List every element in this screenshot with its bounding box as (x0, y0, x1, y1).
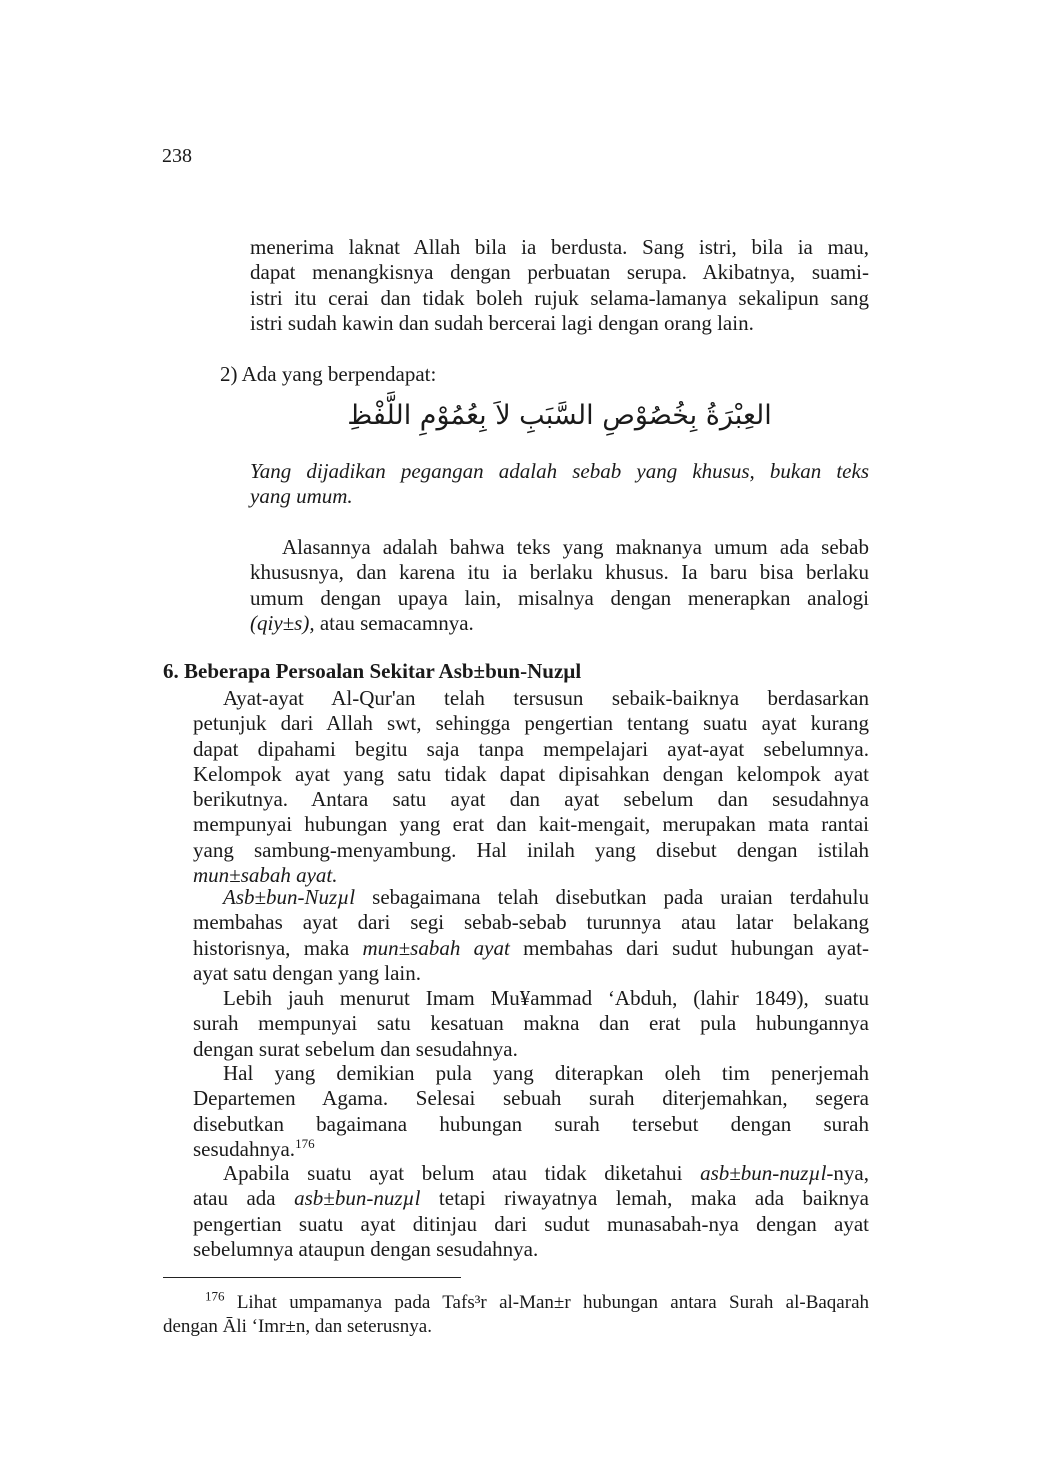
italic-term: mun±sabah ayat (362, 935, 510, 960)
text-line: Kelompok ayat yang satu tidak dapat dipisahkan dengan kelompok ayat (193, 761, 869, 786)
text-line: Departemen Agama. Selesai sebuah surah diterjemahkan, segera (193, 1086, 869, 1111)
text-line: khususnya, dan karena itu ia berlaku khusus. Ia baru bisa berlaku (250, 560, 869, 585)
text-line: Hal yang demikian pula yang diterapkan oleh tim penerjemah (223, 1061, 869, 1085)
text-line (193, 1186, 869, 1211)
translation (250, 459, 869, 510)
paragraph-departemen-agama (193, 1061, 869, 1162)
italic-term: mun±sabah ayat. (193, 863, 338, 888)
text-line: Lebih jauh menurut Imam Mu¥ammad ‘Abduh, (lahir 1849), suatu (223, 986, 869, 1010)
paragraph-apabila (193, 1161, 869, 1262)
text-segment: Apabila suatu ayat belum atau tidak diketahui (223, 1161, 701, 1185)
text-segment: sebagaimana telah disebutkan pada uraian terdahulu (355, 885, 869, 909)
text-line (193, 1161, 869, 1186)
arabic-quote: العِبْرَةُ بِخُصُوْصِ السَّبَبِ لاَ بِعُمُوْمِ اللَّفْظِ (347, 400, 772, 431)
text-line: yang umum. (250, 484, 353, 509)
text-line: Ayat-ayat Al-Qur'an telah tersusun sebaik-baiknya berdasarkan (223, 686, 869, 710)
text-line: Yang dijadikan pegangan adalah sebab yang khusus, bukan teks (250, 459, 869, 483)
italic-term: (qiy±s), (250, 610, 315, 635)
paragraph-munasabah (193, 686, 869, 888)
reason-paragraph (250, 535, 869, 636)
text-line: membahas ayat dari segi sebab-sebab turunnya atau latar belakang (193, 910, 869, 935)
page-number: 238 (162, 145, 192, 167)
text-line: umum dengan upaya lain, misalnya dengan menerapkan analogi (250, 585, 869, 610)
paragraph-continuation (250, 235, 869, 336)
text-line (193, 936, 869, 961)
paragraph-abduh (193, 986, 869, 1062)
text-line: disebutkan bagaimana hubungan surah tersebut dengan surah (193, 1111, 869, 1136)
footnote-number: 176 (205, 1288, 225, 1304)
text-line: menerima laknat Allah bila ia berdusta. Sang istri, bila ia mau, (250, 235, 869, 259)
italic-term: asb±bun-nuzµl (700, 1161, 827, 1185)
text-line (193, 885, 869, 910)
footnote-line (163, 1288, 869, 1315)
text-segment: atau semacamnya. (314, 610, 474, 635)
text-line: surah mempunyai satu kesatuan makna dan erat pula hubungannya (193, 1011, 869, 1036)
text-line: sebelumnya ataupun dengan sesudahnya. (193, 1236, 539, 1261)
text-segment: historisnya, maka (193, 935, 363, 960)
text-line: istri itu cerai dan tidak boleh rujuk selama-lamanya sekalipun sang (250, 285, 869, 310)
text-segment: -nya, (826, 1161, 869, 1185)
text-segment: atau ada (193, 1186, 295, 1211)
footnote-line: dengan Āli ‘Imr±n, dan seterusnya. (163, 1316, 432, 1337)
text-segment: Lihat umpamanya pada Tafs³r al-Man±r hubungan antara Surah al-Baqarah (224, 1292, 869, 1313)
paragraph-asbabun-nuzul (193, 885, 869, 986)
footnote-reference[interactable]: 176 (295, 1135, 315, 1151)
text-line (250, 611, 869, 636)
text-line: ayat satu dengan yang lain. (193, 960, 422, 985)
text-line: berikutnya. Antara satu ayat dan ayat sebelum dan sesudahnya (193, 787, 869, 812)
text-segment: sesudahnya. (193, 1136, 296, 1161)
list-item-2: 2) Ada yang berpendapat: (220, 362, 437, 386)
text-line: dapat dipahami begitu saja tanpa mempelajari ayat-ayat sebelumnya. (193, 736, 869, 761)
text-segment: membahas dari sudut hubungan ayat- (509, 935, 870, 960)
italic-term: asb±bun-nuzµl (294, 1186, 421, 1211)
text-line: Alasannya adalah bahwa teks yang maknanya umum ada sebab (282, 535, 869, 559)
text-line: dengan surat sebelum dan sesudahnya. (193, 1036, 518, 1061)
text-line: mempunyai hubungan yang erat dan kait-mengait, merupakan mata rantai (193, 812, 869, 837)
footnote (163, 1288, 869, 1339)
text-line: pengertian suatu ayat ditinjau dari sudut munasabah-nya dengan ayat (193, 1211, 869, 1236)
text-line: dapat menangkisnya dengan perbuatan serupa. Akibatnya, suami- (250, 260, 869, 285)
text-line: istri sudah kawin dan sudah bercerai lagi dengan orang lain. (250, 310, 754, 335)
text-line: petunjuk dari Allah swt, sehingga pengertian tentang suatu ayat kurang (193, 711, 869, 736)
footnote-divider (163, 1277, 461, 1278)
section-heading: 6. Beberapa Persoalan Sekitar Asb±bun-Nuzµl (163, 659, 582, 683)
italic-term: Asb±bun-Nuzµl (223, 885, 356, 909)
text-line: yang sambung-menyambung. Hal inilah yang disebut dengan istilah (193, 837, 869, 862)
text-line (193, 1137, 869, 1162)
text-segment: tetapi riwayatnya lemah, maka ada baiknya (420, 1186, 870, 1211)
